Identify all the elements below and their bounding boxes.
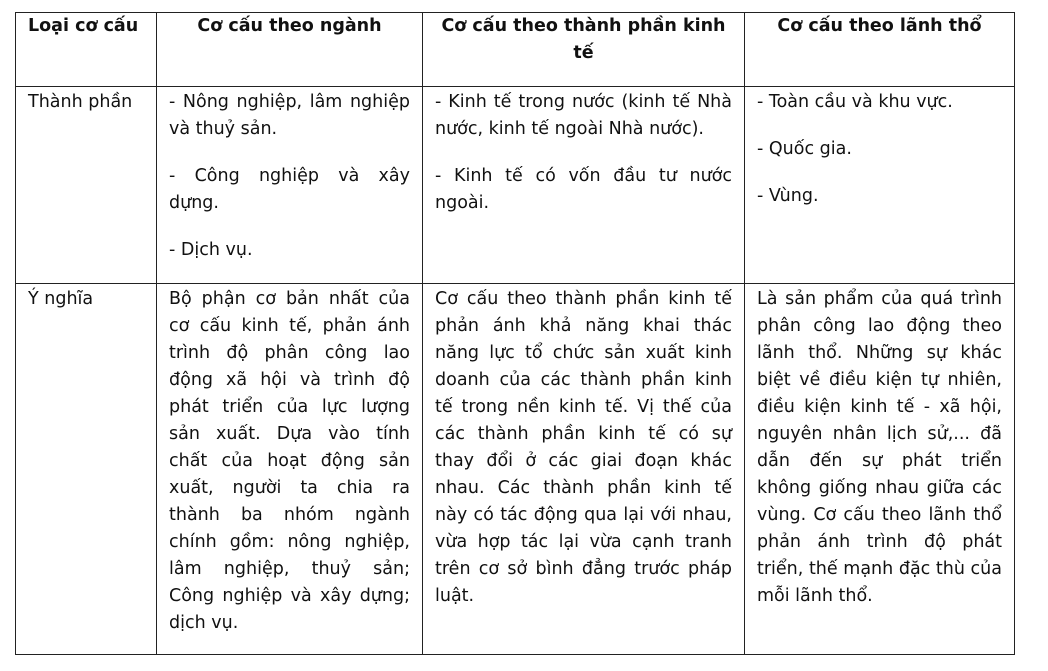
cell-territory-meaning bbox=[745, 284, 1015, 655]
cell-sector-components bbox=[157, 87, 423, 284]
header-by-sector: Cơ cấu theo ngành bbox=[157, 13, 423, 87]
row-label-components: Thành phần bbox=[16, 87, 157, 284]
header-by-territory: Cơ cấu theo lãnh thổ bbox=[745, 13, 1015, 87]
economic-structure-table-wrapper bbox=[15, 12, 1015, 655]
list-item: - Nông nghiệp, lâm nghiệp và thuỷ sản. bbox=[169, 92, 410, 139]
cell-economic-component-components bbox=[423, 87, 745, 284]
economic-structure-table bbox=[15, 12, 1015, 655]
list-item: - Kinh tế có vốn đầu tư nước ngoài. bbox=[435, 166, 732, 213]
cell-sector-meaning bbox=[157, 284, 423, 655]
cell-economic-component-meaning bbox=[423, 284, 745, 655]
meaning-text: Cơ cấu theo thành phần kinh tế phản ánh khả năng khai thác năng lực tổ chức sản xuất kinh doanh của các thành phần kinh tế trong nền kinh tế. Vị thế của các thành phần kinh tế có sự thay đổi ở các giai đoạn khác nhau. Các thành phần kinh tế này có tác động qua lại với nhau, vừa hợp tác lại vừa cạnh tranh trên cơ sở bình đẳng trước pháp luật. bbox=[435, 289, 732, 606]
table-header-row bbox=[16, 13, 1015, 87]
meaning-text: Bộ phận cơ bản nhất của cơ cấu kinh tế, phản ánh trình độ phân công lao động xã hội và trình độ phát triển của lực lượng sản xuất. Dựa vào tính chất của hoạt động sản xuất, người ta chia ra thành ba nhóm ngành chính gồm: nông nghiệp, lâm nghiệp, thuỷ sản; Công nghiệp và xây dựng; dịch vụ. bbox=[169, 289, 410, 633]
list-item: - Quốc gia. bbox=[757, 139, 852, 159]
meaning-text: Là sản phẩm của quá trình phân công lao động theo lãnh thổ. Những sự khác biệt về điều kiện tự nhiên, điều kiện kinh tế - xã hội, nguyên nhân lịch sử,... đã dẫn đến sự phát triển không giống nhau giữa các vùng. Cơ cấu theo lãnh thổ phản ánh trình độ phát triển, thế mạnh đặc thù của mỗi lãnh thổ. bbox=[757, 289, 1002, 606]
list-item: - Kinh tế trong nước (kinh tế Nhà nước, kinh tế ngoài Nhà nước). bbox=[435, 92, 732, 139]
table-row-components bbox=[16, 87, 1015, 284]
list-item: - Toàn cầu và khu vực. bbox=[757, 92, 953, 112]
list-item: - Công nghiệp và xây dựng. bbox=[169, 166, 410, 213]
cell-territory-components bbox=[745, 87, 1015, 284]
header-by-economic-component: Cơ cấu theo thành phần kinh tế bbox=[423, 13, 745, 87]
table-row-meaning bbox=[16, 284, 1015, 655]
header-structure-type: Loại cơ cấu bbox=[16, 13, 157, 87]
list-item: - Dịch vụ. bbox=[169, 240, 253, 260]
row-label-meaning: Ý nghĩa bbox=[16, 284, 157, 655]
list-item: - Vùng. bbox=[757, 186, 819, 206]
